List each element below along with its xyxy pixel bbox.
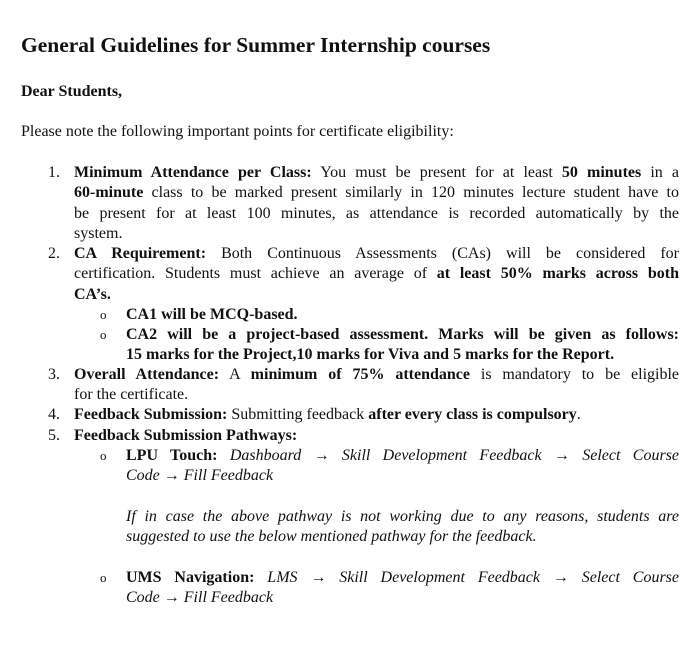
item-label: CA Requirement: — [74, 245, 207, 262]
item-number: 5. — [48, 427, 60, 444]
sub-item-ca1: CA1 will be MCQ-based. — [126, 306, 298, 323]
bullet-icon: o — [100, 327, 107, 342]
item-line: 60-minute class to be marked present similarly in 120 minutes lecture student have to — [74, 184, 680, 202]
bullet-icon: o — [100, 448, 107, 463]
pathway-lpu-touch: LPU Touch: Dashboard → Skill Development Feedback → Select Course Code → Fill Feedback — [126, 447, 680, 485]
item-line: Overall Attendance: A minimum of 75% attendance is mandatory to be eligible — [74, 366, 680, 383]
list-item-overall-attendance — [74, 365, 679, 406]
item-label: Minimum Attendance per Class: — [74, 164, 312, 181]
list-item-attendance-per-class — [74, 163, 679, 244]
item-number: 3. — [48, 366, 60, 383]
item-line: be present for at least 100 minutes, as attendance is recorded automatically by the — [74, 204, 679, 222]
item-line — [74, 426, 679, 446]
item-number: 2. — [48, 245, 60, 262]
item-label: Feedback Submission: — [74, 406, 228, 423]
list-item-ca-requirement — [74, 244, 679, 305]
list-item-feedback-pathways — [74, 426, 679, 446]
sub-item-ca2: CA2 will be a project-based assessment. Marks will be given as follows: 15 marks for the Project,10 marks for Viva and 5 marks for the Report. — [126, 326, 679, 364]
item-number: 4. — [48, 406, 60, 423]
item-line: Minimum Attendance per Class: You must be present for at least 50 minutes in a — [74, 164, 679, 181]
pathway-note: If in case the above pathway is not working due to any reasons, students are suggested to use the below mentioned pathway for the feedback. — [126, 508, 679, 546]
item-label: Feedback Submission Pathways: — [74, 427, 298, 444]
page-title: General Guidelines for Summer Internship courses — [21, 33, 491, 57]
item-number: 1. — [48, 164, 60, 181]
item-line: CA’s. — [74, 285, 111, 303]
bullet-icon: o — [100, 307, 107, 322]
pathway-label: UMS Navigation: — [126, 569, 255, 586]
pathway-ums-navigation: UMS Navigation: LMS → Skill Development Feedback → Select Course Code → Fill Feedback — [126, 569, 680, 607]
list-item-feedback-submission — [74, 405, 679, 425]
pathway-label: LPU Touch: — [126, 447, 218, 464]
item-line: for the certificate. — [74, 386, 189, 404]
bullet-icon: o — [100, 570, 107, 585]
item-line: Feedback Submission: Submitting feedback after every class is compulsory. — [74, 406, 581, 423]
item-label: Overall Attendance: — [74, 366, 220, 383]
greeting: Dear Students, — [21, 83, 123, 100]
item-line: CA Requirement: Both Continuous Assessments (CAs) will be considered for — [74, 245, 680, 262]
intro-text: Please note the following important points for certificate eligibility: — [21, 123, 454, 140]
item-line: system. — [74, 224, 123, 242]
item-line: certification. Students must achieve an average of at least 50% marks across both — [74, 265, 679, 283]
